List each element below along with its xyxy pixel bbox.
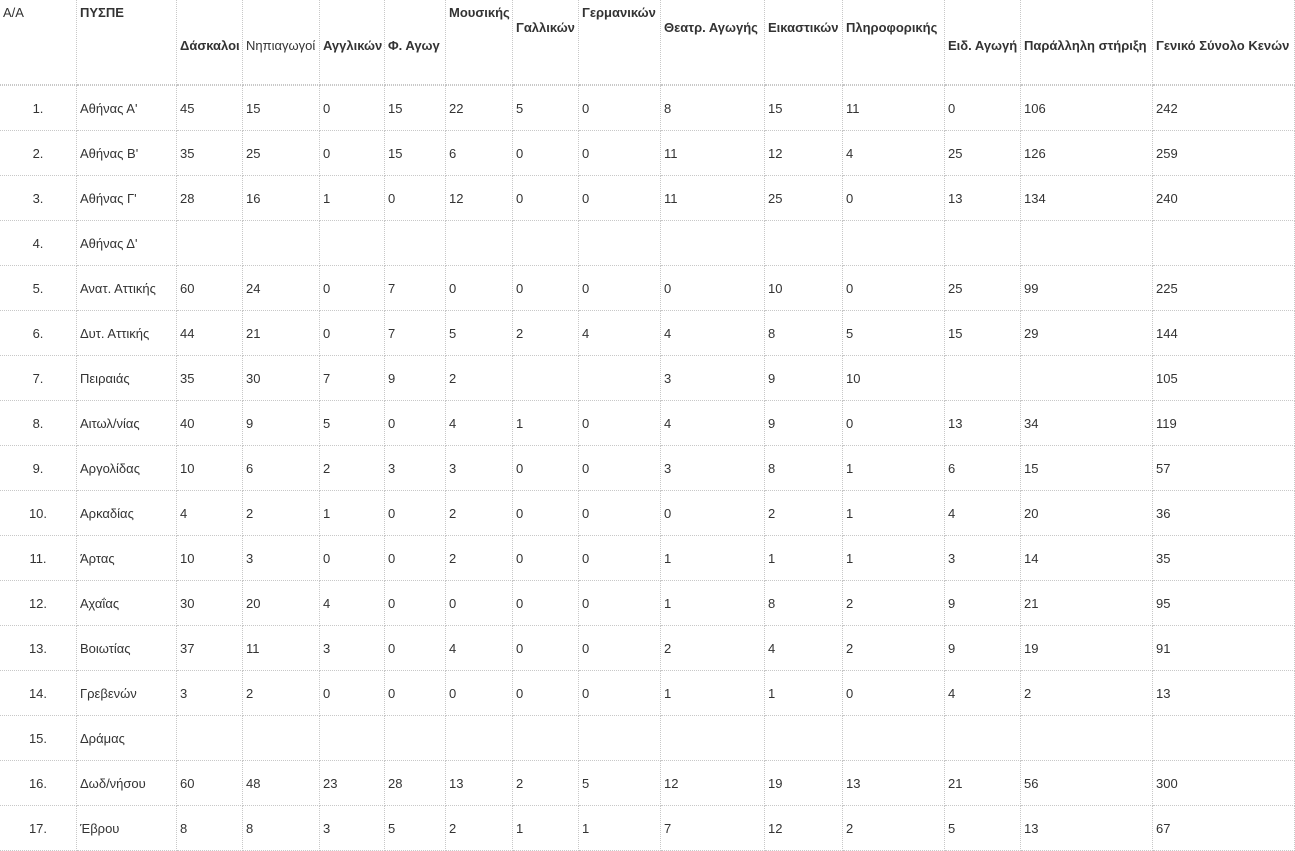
- cell-pliroforikis: [843, 221, 945, 266]
- cell-pyspe: Γρεβενών: [77, 671, 177, 716]
- cell-f-agog: 0: [385, 626, 446, 671]
- cell-germanikon: 0: [579, 85, 661, 131]
- cell-gallikon: 0: [513, 266, 579, 311]
- cell-daskaloi: 60: [177, 266, 243, 311]
- cell-pyspe: Άρτας: [77, 536, 177, 581]
- cell-daskaloi: 40: [177, 401, 243, 446]
- cell-germanikon: 0: [579, 401, 661, 446]
- cell-agglikon: 0: [320, 85, 385, 131]
- cell-germanikon: [579, 716, 661, 761]
- cell-eid-agogi: [945, 221, 1021, 266]
- cell-parallili-stiriksi: 126: [1021, 131, 1153, 176]
- cell-aa: 15.: [0, 716, 77, 761]
- cell-pyspe: Αθήνας Β': [77, 131, 177, 176]
- cell-pliroforikis: 1: [843, 491, 945, 536]
- cell-eikastikon: 4: [765, 626, 843, 671]
- cell-pyspe: Αθήνας Δ': [77, 221, 177, 266]
- cell-mousikis: 0: [446, 671, 513, 716]
- cell-eikastikon: 19: [765, 761, 843, 806]
- cell-daskaloi: [177, 221, 243, 266]
- cell-nipiagogoi: 30: [243, 356, 320, 401]
- cell-geniko-synolo: 242: [1153, 85, 1295, 131]
- cell-pyspe: Πειραιάς: [77, 356, 177, 401]
- cell-gallikon: 0: [513, 131, 579, 176]
- cell-eid-agogi: 21: [945, 761, 1021, 806]
- cell-geniko-synolo: 67: [1153, 806, 1295, 851]
- cell-nipiagogoi: [243, 716, 320, 761]
- cell-eid-agogi: 25: [945, 131, 1021, 176]
- cell-eikastikon: 9: [765, 401, 843, 446]
- cell-pyspe: Έβρου: [77, 806, 177, 851]
- cell-theatr-agogis: [661, 221, 765, 266]
- cell-daskaloi: 45: [177, 85, 243, 131]
- cell-eikastikon: 8: [765, 311, 843, 356]
- cell-agglikon: 0: [320, 671, 385, 716]
- cell-pliroforikis: 2: [843, 806, 945, 851]
- cell-eid-agogi: [945, 716, 1021, 761]
- cell-theatr-agogis: 4: [661, 311, 765, 356]
- cell-pyspe: Αιτωλ/νίας: [77, 401, 177, 446]
- cell-eid-agogi: 3: [945, 536, 1021, 581]
- cell-theatr-agogis: 12: [661, 761, 765, 806]
- cell-aa: 13.: [0, 626, 77, 671]
- cell-mousikis: 4: [446, 401, 513, 446]
- table-row: [0, 131, 1295, 176]
- cell-pyspe: Δράμας: [77, 716, 177, 761]
- cell-f-agog: 9: [385, 356, 446, 401]
- cell-mousikis: 2: [446, 536, 513, 581]
- cell-theatr-agogis: 0: [661, 491, 765, 536]
- cell-daskaloi: 28: [177, 176, 243, 221]
- cell-geniko-synolo: [1153, 221, 1295, 266]
- header-pliroforikis: Πληροφορικής: [843, 0, 945, 85]
- cell-gallikon: 0: [513, 626, 579, 671]
- cell-geniko-synolo: 225: [1153, 266, 1295, 311]
- cell-geniko-synolo: 259: [1153, 131, 1295, 176]
- cell-f-agog: 0: [385, 176, 446, 221]
- cell-aa: 7.: [0, 356, 77, 401]
- table-row: [0, 176, 1295, 221]
- cell-eikastikon: 10: [765, 266, 843, 311]
- header-agglikon: Αγγλικών: [320, 0, 385, 85]
- cell-eikastikon: [765, 716, 843, 761]
- cell-daskaloi: 44: [177, 311, 243, 356]
- cell-eikastikon: 12: [765, 806, 843, 851]
- cell-aa: 14.: [0, 671, 77, 716]
- cell-nipiagogoi: 25: [243, 131, 320, 176]
- cell-parallili-stiriksi: 13: [1021, 806, 1153, 851]
- cell-gallikon: 2: [513, 761, 579, 806]
- cell-theatr-agogis: 1: [661, 581, 765, 626]
- cell-gallikon: [513, 356, 579, 401]
- cell-theatr-agogis: 11: [661, 176, 765, 221]
- cell-nipiagogoi: 8: [243, 806, 320, 851]
- cell-mousikis: 12: [446, 176, 513, 221]
- cell-theatr-agogis: 4: [661, 401, 765, 446]
- cell-geniko-synolo: 35: [1153, 536, 1295, 581]
- cell-germanikon: 0: [579, 581, 661, 626]
- cell-parallili-stiriksi: [1021, 221, 1153, 266]
- cell-pliroforikis: 4: [843, 131, 945, 176]
- cell-gallikon: 2: [513, 311, 579, 356]
- table-row: [0, 761, 1295, 806]
- cell-eid-agogi: 4: [945, 491, 1021, 536]
- cell-aa: 9.: [0, 446, 77, 491]
- cell-parallili-stiriksi: 20: [1021, 491, 1153, 536]
- cell-parallili-stiriksi: 15: [1021, 446, 1153, 491]
- header-eid-agogi: Ειδ. Αγωγή: [945, 0, 1021, 85]
- cell-mousikis: 0: [446, 581, 513, 626]
- cell-pliroforikis: 1: [843, 536, 945, 581]
- cell-parallili-stiriksi: 99: [1021, 266, 1153, 311]
- cell-pyspe: Βοιωτίας: [77, 626, 177, 671]
- cell-daskaloi: 10: [177, 536, 243, 581]
- cell-eid-agogi: 9: [945, 626, 1021, 671]
- cell-parallili-stiriksi: 2: [1021, 671, 1153, 716]
- cell-theatr-agogis: [661, 716, 765, 761]
- cell-pliroforikis: 11: [843, 85, 945, 131]
- cell-theatr-agogis: 0: [661, 266, 765, 311]
- cell-mousikis: 0: [446, 266, 513, 311]
- cell-agglikon: 0: [320, 266, 385, 311]
- table-row: [0, 536, 1295, 581]
- cell-f-agog: 0: [385, 536, 446, 581]
- header-geniko-synolo: Γενικό Σύνολο Κενών: [1153, 0, 1295, 85]
- cell-nipiagogoi: 48: [243, 761, 320, 806]
- cell-mousikis: 2: [446, 491, 513, 536]
- cell-gallikon: 1: [513, 401, 579, 446]
- cell-f-agog: 7: [385, 311, 446, 356]
- cell-aa: 17.: [0, 806, 77, 851]
- cell-pliroforikis: 0: [843, 266, 945, 311]
- cell-germanikon: 5: [579, 761, 661, 806]
- cell-agglikon: 0: [320, 536, 385, 581]
- cell-parallili-stiriksi: [1021, 716, 1153, 761]
- cell-gallikon: 0: [513, 446, 579, 491]
- cell-gallikon: 1: [513, 806, 579, 851]
- cell-agglikon: 4: [320, 581, 385, 626]
- header-daskaloi: Δάσκαλοι: [177, 0, 243, 85]
- cell-f-agog: 0: [385, 491, 446, 536]
- cell-daskaloi: 8: [177, 806, 243, 851]
- cell-agglikon: [320, 716, 385, 761]
- cell-f-agog: 0: [385, 581, 446, 626]
- cell-eid-agogi: [945, 356, 1021, 401]
- cell-pliroforikis: 5: [843, 311, 945, 356]
- cell-germanikon: [579, 221, 661, 266]
- cell-f-agog: 5: [385, 806, 446, 851]
- cell-mousikis: 6: [446, 131, 513, 176]
- cell-parallili-stiriksi: 14: [1021, 536, 1153, 581]
- cell-daskaloi: 3: [177, 671, 243, 716]
- header-f-agog: Φ. Αγωγ: [385, 0, 446, 85]
- cell-nipiagogoi: 15: [243, 85, 320, 131]
- cell-geniko-synolo: 144: [1153, 311, 1295, 356]
- cell-agglikon: 3: [320, 626, 385, 671]
- cell-aa: 1.: [0, 85, 77, 131]
- cell-aa: 5.: [0, 266, 77, 311]
- cell-eikastikon: 8: [765, 446, 843, 491]
- cell-pyspe: Δωδ/νήσου: [77, 761, 177, 806]
- table-row: [0, 221, 1295, 266]
- cell-daskaloi: 35: [177, 356, 243, 401]
- cell-agglikon: 5: [320, 401, 385, 446]
- cell-pyspe: Ανατ. Αττικής: [77, 266, 177, 311]
- cell-mousikis: 22: [446, 85, 513, 131]
- cell-theatr-agogis: 7: [661, 806, 765, 851]
- cell-germanikon: 0: [579, 131, 661, 176]
- cell-f-agog: 15: [385, 131, 446, 176]
- cell-eikastikon: 25: [765, 176, 843, 221]
- header-pyspe: ΠΥΣΠΕ: [77, 0, 177, 85]
- cell-germanikon: 0: [579, 446, 661, 491]
- cell-pyspe: Δυτ. Αττικής: [77, 311, 177, 356]
- cell-mousikis: 13: [446, 761, 513, 806]
- table-row: [0, 626, 1295, 671]
- cell-aa: 11.: [0, 536, 77, 581]
- header-parallili-stiriksi: Παράλληλη στήριξη: [1021, 0, 1153, 85]
- table-row: [0, 356, 1295, 401]
- cell-gallikon: [513, 221, 579, 266]
- cell-parallili-stiriksi: 21: [1021, 581, 1153, 626]
- cell-mousikis: [446, 716, 513, 761]
- cell-gallikon: 0: [513, 176, 579, 221]
- cell-gallikon: [513, 716, 579, 761]
- cell-nipiagogoi: [243, 221, 320, 266]
- cell-parallili-stiriksi: [1021, 356, 1153, 401]
- cell-nipiagogoi: 2: [243, 671, 320, 716]
- cell-germanikon: 4: [579, 311, 661, 356]
- header-theatr-agogis: Θεατρ. Αγωγής: [661, 0, 765, 85]
- cell-germanikon: 1: [579, 806, 661, 851]
- cell-f-agog: [385, 716, 446, 761]
- cell-parallili-stiriksi: 56: [1021, 761, 1153, 806]
- table-row: [0, 266, 1295, 311]
- cell-agglikon: [320, 221, 385, 266]
- cell-agglikon: 0: [320, 131, 385, 176]
- cell-mousikis: 4: [446, 626, 513, 671]
- cell-agglikon: 3: [320, 806, 385, 851]
- cell-aa: 10.: [0, 491, 77, 536]
- cell-theatr-agogis: 2: [661, 626, 765, 671]
- table-row: [0, 85, 1295, 131]
- cell-f-agog: 3: [385, 446, 446, 491]
- cell-agglikon: 7: [320, 356, 385, 401]
- cell-pliroforikis: 2: [843, 581, 945, 626]
- cell-gallikon: 0: [513, 536, 579, 581]
- header-aa: Α/Α: [0, 0, 77, 85]
- cell-parallili-stiriksi: 134: [1021, 176, 1153, 221]
- cell-agglikon: 23: [320, 761, 385, 806]
- cell-nipiagogoi: 6: [243, 446, 320, 491]
- cell-pyspe: Αχαΐας: [77, 581, 177, 626]
- cell-eid-agogi: 4: [945, 671, 1021, 716]
- cell-pliroforikis: 10: [843, 356, 945, 401]
- cell-aa: 12.: [0, 581, 77, 626]
- cell-mousikis: 2: [446, 356, 513, 401]
- cell-nipiagogoi: 20: [243, 581, 320, 626]
- cell-parallili-stiriksi: 106: [1021, 85, 1153, 131]
- cell-daskaloi: 60: [177, 761, 243, 806]
- cell-eikastikon: 9: [765, 356, 843, 401]
- cell-germanikon: 0: [579, 626, 661, 671]
- cell-eid-agogi: 13: [945, 176, 1021, 221]
- cell-agglikon: 0: [320, 311, 385, 356]
- cell-eikastikon: 8: [765, 581, 843, 626]
- cell-gallikon: 0: [513, 671, 579, 716]
- cell-aa: 8.: [0, 401, 77, 446]
- cell-pliroforikis: 0: [843, 176, 945, 221]
- cell-pyspe: Αργολίδας: [77, 446, 177, 491]
- cell-agglikon: 2: [320, 446, 385, 491]
- cell-geniko-synolo: 105: [1153, 356, 1295, 401]
- cell-aa: 16.: [0, 761, 77, 806]
- cell-germanikon: 0: [579, 266, 661, 311]
- cell-eid-agogi: 5: [945, 806, 1021, 851]
- cell-eid-agogi: 25: [945, 266, 1021, 311]
- cell-mousikis: 3: [446, 446, 513, 491]
- cell-f-agog: 15: [385, 85, 446, 131]
- cell-aa: 4.: [0, 221, 77, 266]
- cell-daskaloi: 30: [177, 581, 243, 626]
- cell-pyspe: Αθήνας Γ': [77, 176, 177, 221]
- header-mousikis: Μουσικής: [446, 0, 513, 85]
- cell-daskaloi: 35: [177, 131, 243, 176]
- cell-f-agog: 7: [385, 266, 446, 311]
- cell-theatr-agogis: 8: [661, 85, 765, 131]
- cell-germanikon: [579, 356, 661, 401]
- cell-parallili-stiriksi: 19: [1021, 626, 1153, 671]
- cell-geniko-synolo: 57: [1153, 446, 1295, 491]
- cell-agglikon: 1: [320, 491, 385, 536]
- cell-eid-agogi: 15: [945, 311, 1021, 356]
- cell-eikastikon: 1: [765, 536, 843, 581]
- cell-mousikis: 5: [446, 311, 513, 356]
- cell-geniko-synolo: [1153, 716, 1295, 761]
- cell-theatr-agogis: 11: [661, 131, 765, 176]
- cell-germanikon: 0: [579, 536, 661, 581]
- table-row: [0, 446, 1295, 491]
- cell-geniko-synolo: 13: [1153, 671, 1295, 716]
- table-row: [0, 716, 1295, 761]
- header-eikastikon: Εικαστικών: [765, 0, 843, 85]
- cell-pliroforikis: 0: [843, 671, 945, 716]
- cell-nipiagogoi: 24: [243, 266, 320, 311]
- cell-geniko-synolo: 36: [1153, 491, 1295, 536]
- cell-mousikis: 2: [446, 806, 513, 851]
- cell-gallikon: 5: [513, 85, 579, 131]
- cell-nipiagogoi: 11: [243, 626, 320, 671]
- cell-theatr-agogis: 3: [661, 446, 765, 491]
- cell-eikastikon: [765, 221, 843, 266]
- cell-eid-agogi: 9: [945, 581, 1021, 626]
- table-row: [0, 671, 1295, 716]
- cell-theatr-agogis: 1: [661, 536, 765, 581]
- cell-pliroforikis: [843, 716, 945, 761]
- cell-eikastikon: 12: [765, 131, 843, 176]
- cell-mousikis: [446, 221, 513, 266]
- cell-pliroforikis: 1: [843, 446, 945, 491]
- cell-aa: 2.: [0, 131, 77, 176]
- cell-theatr-agogis: 1: [661, 671, 765, 716]
- cell-geniko-synolo: 91: [1153, 626, 1295, 671]
- header-nipiagogoi: Νηπιαγωγοί: [243, 0, 320, 85]
- cell-parallili-stiriksi: 34: [1021, 401, 1153, 446]
- cell-eikastikon: 1: [765, 671, 843, 716]
- table-body: [0, 85, 1295, 851]
- cell-nipiagogoi: 21: [243, 311, 320, 356]
- cell-daskaloi: 37: [177, 626, 243, 671]
- cell-agglikon: 1: [320, 176, 385, 221]
- cell-eid-agogi: 13: [945, 401, 1021, 446]
- cell-nipiagogoi: 3: [243, 536, 320, 581]
- cell-gallikon: 0: [513, 491, 579, 536]
- cell-f-agog: 0: [385, 401, 446, 446]
- cell-nipiagogoi: 2: [243, 491, 320, 536]
- cell-geniko-synolo: 119: [1153, 401, 1295, 446]
- table-row: [0, 491, 1295, 536]
- cell-nipiagogoi: 16: [243, 176, 320, 221]
- cell-theatr-agogis: 3: [661, 356, 765, 401]
- cell-eikastikon: 15: [765, 85, 843, 131]
- cell-eid-agogi: 6: [945, 446, 1021, 491]
- cell-aa: 6.: [0, 311, 77, 356]
- cell-pyspe: Αθήνας Α': [77, 85, 177, 131]
- cell-germanikon: 0: [579, 671, 661, 716]
- cell-geniko-synolo: 300: [1153, 761, 1295, 806]
- cell-pliroforikis: 0: [843, 401, 945, 446]
- cell-aa: 3.: [0, 176, 77, 221]
- cell-germanikon: 0: [579, 491, 661, 536]
- cell-parallili-stiriksi: 29: [1021, 311, 1153, 356]
- cell-pliroforikis: 2: [843, 626, 945, 671]
- cell-f-agog: 0: [385, 671, 446, 716]
- cell-daskaloi: 4: [177, 491, 243, 536]
- header-row: [0, 0, 1295, 85]
- cell-nipiagogoi: 9: [243, 401, 320, 446]
- table-row: [0, 581, 1295, 626]
- cell-eid-agogi: 0: [945, 85, 1021, 131]
- table-row: [0, 401, 1295, 446]
- cell-geniko-synolo: 240: [1153, 176, 1295, 221]
- cell-gallikon: 0: [513, 581, 579, 626]
- cell-daskaloi: 10: [177, 446, 243, 491]
- cell-pyspe: Αρκαδίας: [77, 491, 177, 536]
- table-row: [0, 311, 1295, 356]
- cell-germanikon: 0: [579, 176, 661, 221]
- cell-f-agog: [385, 221, 446, 266]
- cell-geniko-synolo: 95: [1153, 581, 1295, 626]
- cell-pliroforikis: 13: [843, 761, 945, 806]
- cell-daskaloi: [177, 716, 243, 761]
- header-germanikon: Γερμανικών: [579, 0, 661, 85]
- cell-f-agog: 28: [385, 761, 446, 806]
- cell-eikastikon: 2: [765, 491, 843, 536]
- header-gallikon: Γαλλικών: [513, 0, 579, 85]
